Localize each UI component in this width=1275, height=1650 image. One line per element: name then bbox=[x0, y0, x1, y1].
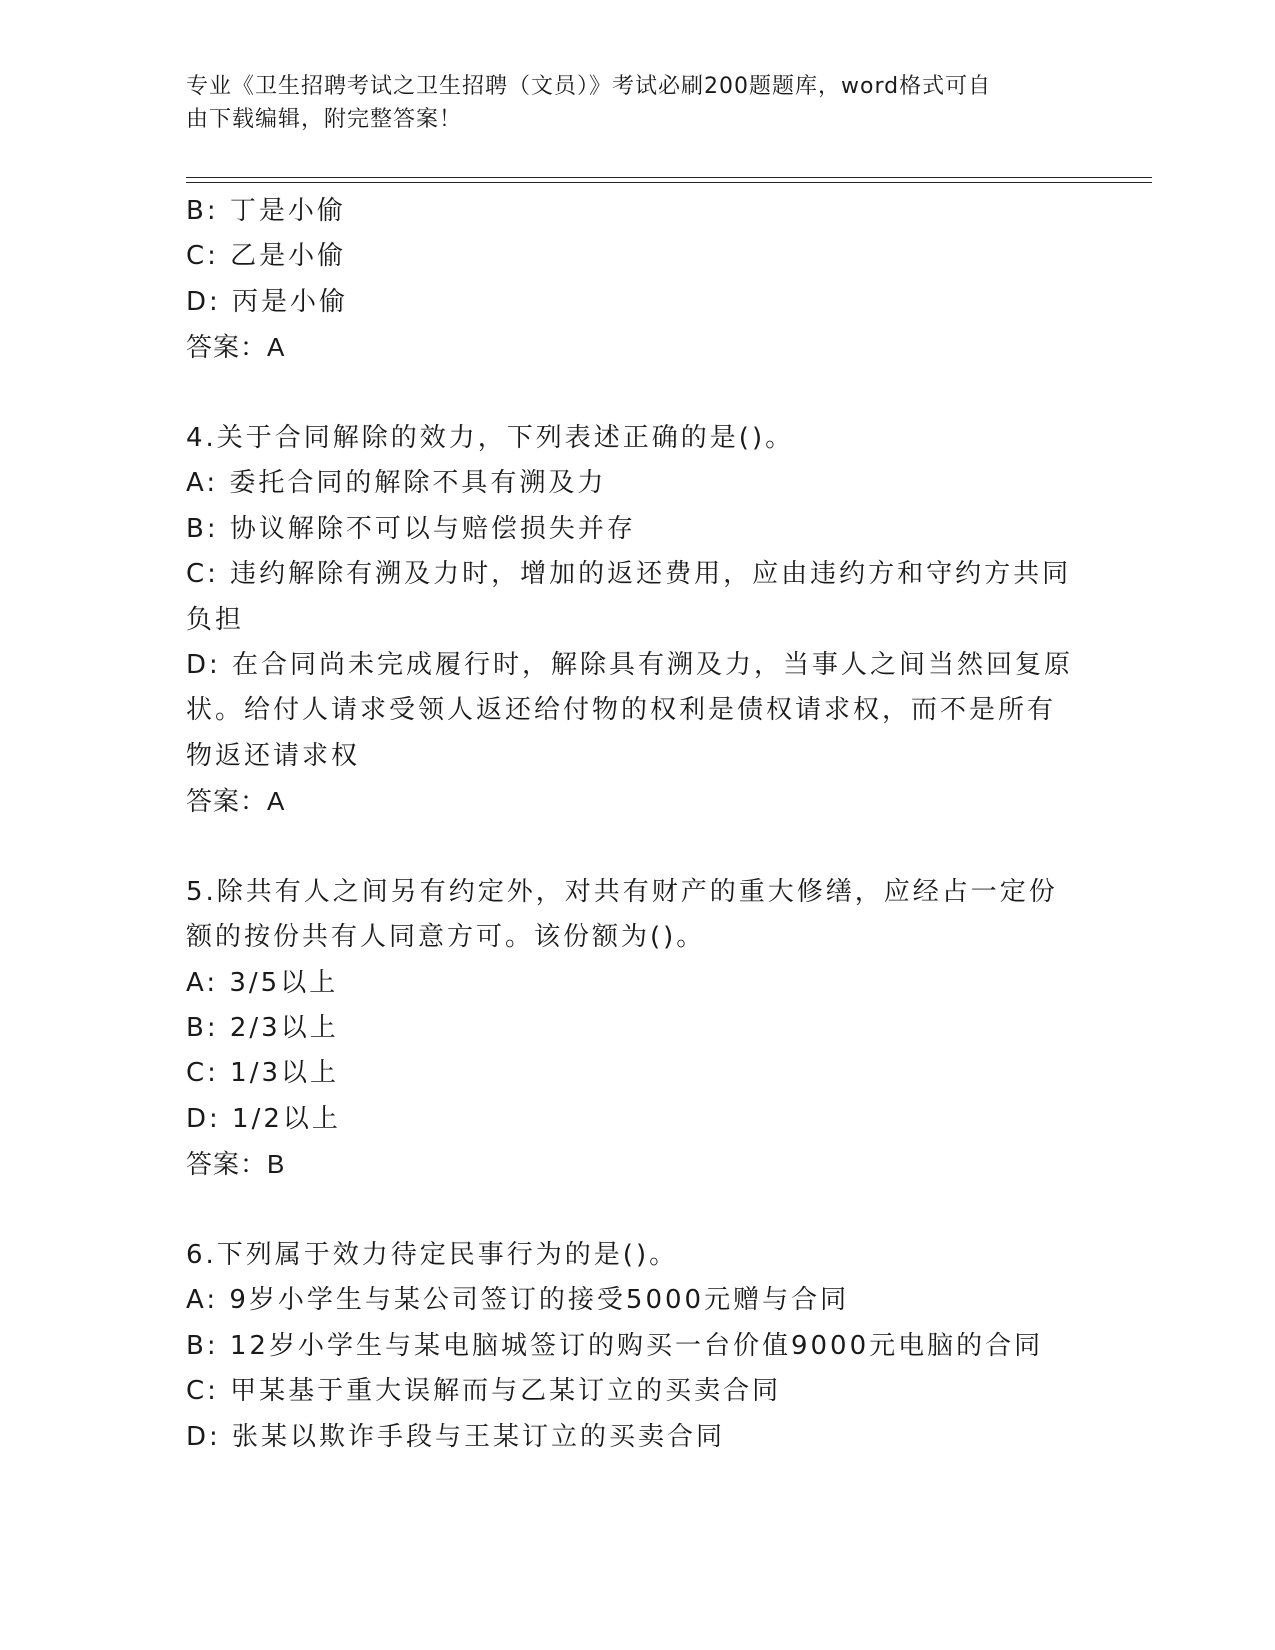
spacer bbox=[186, 824, 1066, 869]
q3-option-c: C: 乙是小偷 bbox=[186, 241, 347, 272]
question-3-block bbox=[186, 189, 1066, 371]
question-6-block bbox=[186, 1233, 1066, 1460]
q5-option-c: C: 1/3以上 bbox=[186, 1058, 340, 1089]
q5-option-b: B: 2/3以上 bbox=[186, 1013, 339, 1044]
q5-answer: 答案：B bbox=[186, 1149, 286, 1180]
q5-option-d: D: 1/2以上 bbox=[186, 1103, 341, 1134]
q5-stem-line-2: 额的按份共有人同意方可。该份额为()。 bbox=[186, 922, 706, 953]
header-divider-top bbox=[186, 177, 1152, 178]
q4-option-d-line-3: 物返还请求权 bbox=[186, 740, 361, 771]
header-divider-bottom bbox=[186, 182, 1152, 183]
q6-option-d: D: 张某以欺诈手段与王某订立的买卖合同 bbox=[186, 1421, 726, 1452]
spacer bbox=[186, 1188, 1066, 1233]
q3-answer: 答案：A bbox=[186, 332, 286, 363]
q6-option-a: A: 9岁小学生与某公司签订的接受5000元赠与合同 bbox=[186, 1285, 850, 1316]
q4-option-d-line-1: D: 在合同尚未完成履行时，解除具有溯及力，当事人之间当然回复原 bbox=[186, 649, 1074, 680]
document-header bbox=[186, 70, 1066, 136]
q4-option-b: B: 协议解除不可以与赔偿损失并存 bbox=[186, 513, 636, 544]
q4-option-c-line-1: C: 违约解除有溯及力时，增加的返还费用，应由违约方和守约方共同 bbox=[186, 559, 1072, 590]
q3-option-b: B: 丁是小偷 bbox=[186, 196, 346, 226]
q3-option-d: D: 丙是小偷 bbox=[186, 286, 349, 317]
q5-stem-line-1: 5.除共有人之间另有约定外，对共有财产的重大修缮，应经占一定份 bbox=[186, 876, 1058, 907]
question-content bbox=[186, 189, 1074, 1460]
q5-option-a: A: 3/5以上 bbox=[186, 967, 339, 998]
question-4-block bbox=[186, 416, 1074, 825]
q4-option-c-line-2: 负担 bbox=[186, 604, 245, 635]
q6-option-c: C: 甲某基于重大误解而与乙某订立的买卖合同 bbox=[186, 1376, 782, 1407]
header-line-1: 专业《卫生招聘考试之卫生招聘（文员）》考试必刷200题题库，word格式可自 bbox=[186, 74, 992, 99]
header-line-2: 由下载编辑，附完整答案！ bbox=[186, 107, 463, 132]
q6-option-b: B: 12岁小学生与某电脑城签订的购买一台价值9000元电脑的合同 bbox=[186, 1330, 1044, 1361]
q4-option-d-line-2: 状。给付人请求受领人返还给付物的权利是债权请求权，而不是所有 bbox=[186, 695, 1057, 726]
q4-answer: 答案：A bbox=[186, 786, 286, 817]
q6-stem: 6.下列属于效力待定民事行为的是()。 bbox=[186, 1239, 679, 1270]
q4-stem: 4.关于合同解除的效力，下列表述正确的是()。 bbox=[186, 422, 795, 453]
spacer bbox=[186, 371, 1066, 416]
q4-option-a: A: 委托合同的解除不具有溯及力 bbox=[186, 468, 607, 499]
question-5-block bbox=[186, 870, 1066, 1188]
